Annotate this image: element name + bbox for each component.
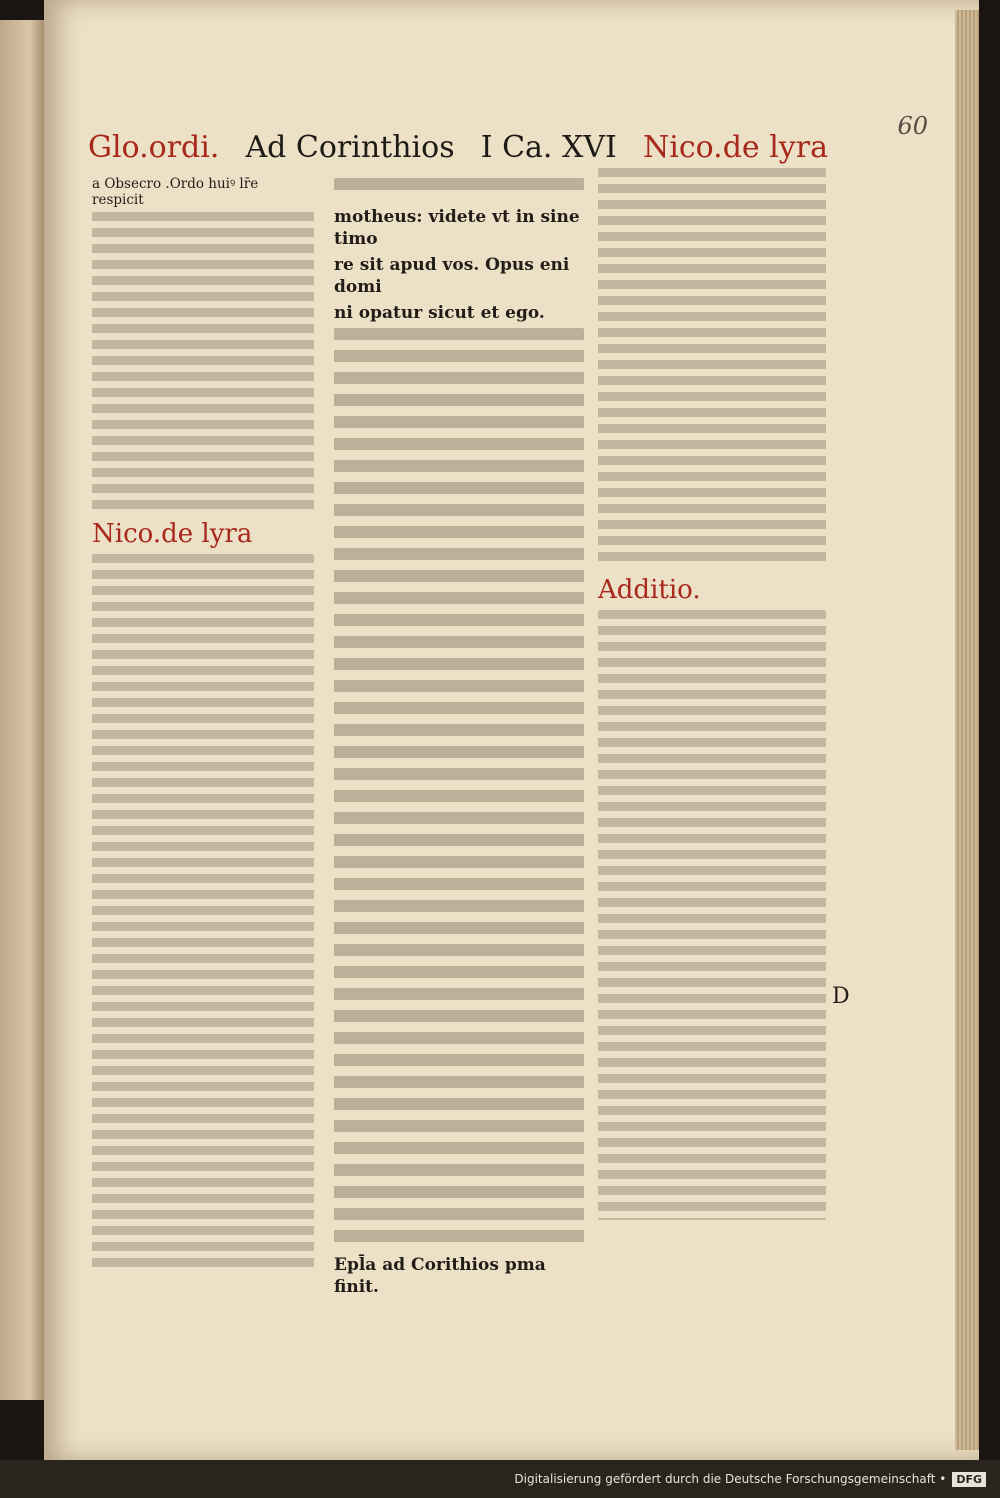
running-header: [88, 130, 828, 170]
header-right: Nico.de lyra: [642, 130, 828, 165]
footer-bar: [0, 1460, 1000, 1498]
folio-number: 60: [897, 112, 928, 140]
gloss-first-line: a Obsecro .Ordo huiꝰ lr̄e respicit: [92, 176, 259, 208]
epistle-closing: Epl̄a ad Corithios pma finit.: [334, 1255, 546, 1297]
facing-page-edge: [0, 20, 50, 1400]
gloss-column: [92, 176, 314, 1280]
header-chapter: I Ca. XVI: [480, 130, 617, 165]
scripture-line-3: ni opatur sicut et ego.: [334, 303, 545, 323]
additio-heading: Additio.: [598, 575, 701, 605]
dfg-logo: DFG: [952, 1472, 986, 1487]
scripture-text-block: [334, 328, 584, 1248]
header-center: Ad Corinthios: [245, 130, 455, 165]
additio-text-block: [598, 610, 826, 1220]
commentary-text-block: [598, 168, 826, 568]
scripture-top-gloss: [334, 178, 584, 200]
footer-text: Digitalisierung gefördert durch die Deutsche Forschungsgemeinschaft •: [514, 1472, 947, 1486]
lyra-text-block: [92, 554, 314, 1274]
margin-letter: D: [832, 984, 850, 1009]
lyra-heading: Nico.de lyra: [92, 519, 253, 549]
header-left: Glo.ordi.: [88, 130, 220, 165]
gloss-text-block: [92, 212, 314, 512]
page-stack-edge: [955, 10, 979, 1450]
scripture-column: [334, 178, 584, 1302]
scripture-line-2: re sit apud vos. Opus eni domi: [334, 255, 570, 297]
scripture-line-1: motheus: videte vt in sine timo: [334, 207, 580, 249]
commentary-column: [598, 168, 826, 1226]
